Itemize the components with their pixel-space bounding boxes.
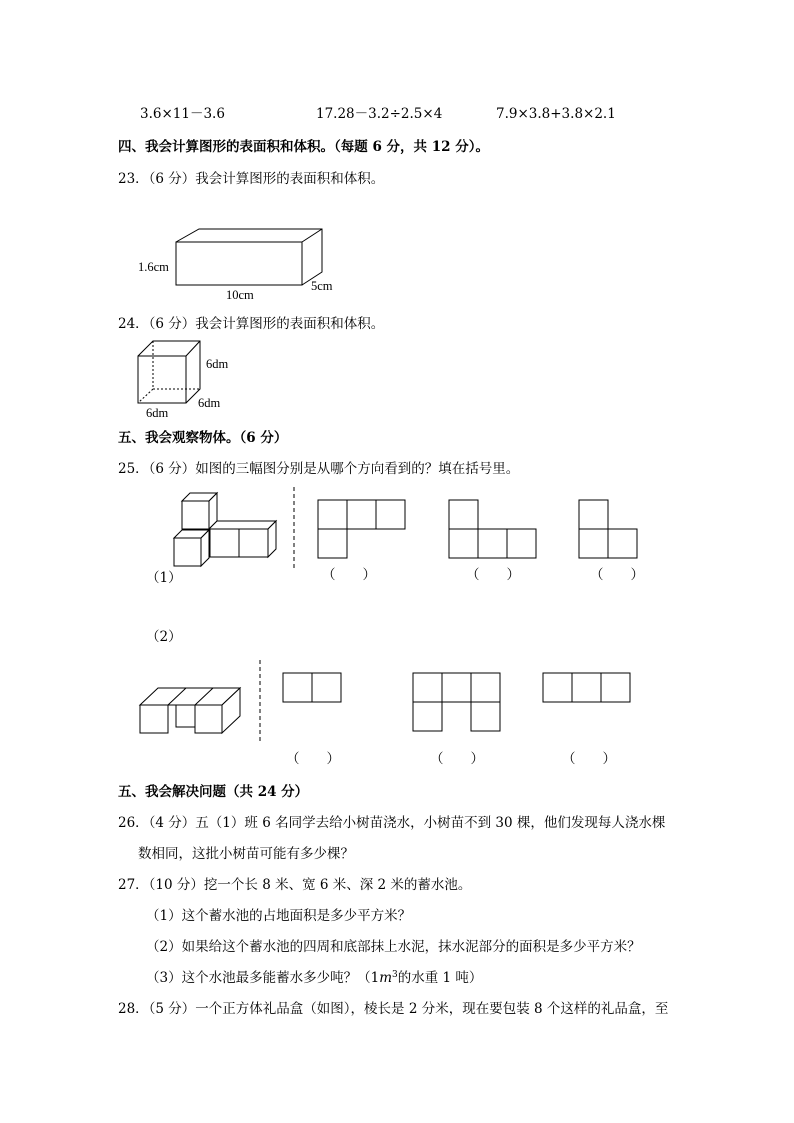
section-5-heading: 五、我会观察物体。（6 分） xyxy=(118,430,288,446)
cuboid-height-label: 1.6cm xyxy=(138,260,169,274)
answer-blank-2a[interactable]: （ ） xyxy=(286,751,340,767)
answer-blank-1b[interactable]: （ ） xyxy=(466,567,520,583)
question-27-sub-1: （1）这个蓄水池的占地面积是多少平方米？ xyxy=(146,908,412,924)
cube-edge-label-bottom: 6dm xyxy=(146,406,169,420)
question-28-text: 28．（5 分）一个正方体礼品盒（如图），棱长是 2 分米，现在要包装 8 个这样的礼品盒，至 xyxy=(118,1001,669,1017)
view-2b xyxy=(413,673,500,731)
view-2c xyxy=(543,673,630,702)
answer-blank-2c[interactable]: （ ） xyxy=(562,751,616,767)
question-23-text: 23．（6 分）我会计算图形的表面积和体积。 xyxy=(118,171,385,187)
expression-1: 3.6×11－3.6 xyxy=(140,106,225,122)
section-6-heading: 五、我会解决问题（共 24 分） xyxy=(118,784,309,800)
question-24-text: 24．（6 分）我会计算图形的表面积和体积。 xyxy=(118,316,385,332)
cuboid-width-label: 5cm xyxy=(311,279,333,293)
cube-edge-label-right: 6dm xyxy=(206,357,229,371)
view-1c xyxy=(579,500,637,558)
answer-blank-2b[interactable]: （ ） xyxy=(430,751,484,767)
question-26-line-2: 数相同，这批小树苗可能有多少棵？ xyxy=(138,846,354,862)
section-4-heading: 四、我会计算图形的表面积和体积。（每题 6 分，共 12 分）。 xyxy=(118,139,489,155)
answer-blank-1a[interactable]: （ ） xyxy=(322,567,376,583)
part-1-label: （1） xyxy=(146,570,182,586)
expression-3: 7.9×3.8+3.8×2.1 xyxy=(496,106,616,122)
question-26-line-1: 26．（4 分）五（1）班 6 名同学去给小树苗浇水，小树苗不到 30 棵，他们发现每人浇水棵 xyxy=(118,815,666,831)
question-27-sub-3: （3）这个水池最多能蓄水多少吨？（$1m^3$的水重 1 吨） xyxy=(146,970,483,986)
answer-blank-1c[interactable]: （ ） xyxy=(590,567,644,583)
question-27-text: 27．（10 分）挖一个长 8 米、宽 6 米、深 2 米的蓄水池。 xyxy=(118,877,472,893)
view-1b xyxy=(449,500,536,558)
part-2-label: （2） xyxy=(146,629,182,645)
question-27-sub-2: （2）如果给这个蓄水池的四周和底部抹上水泥，抹水泥部分的面积是多少平方米？ xyxy=(146,939,641,955)
cuboid-length-label: 10cm xyxy=(226,288,254,302)
cube-stack-1 xyxy=(174,493,276,566)
question-25-text: 25．（6 分）如图的三幅图分别是从哪个方向看到的？填在括号里。 xyxy=(118,461,520,477)
cube-stack-2 xyxy=(140,688,240,733)
cube-edge-label-depth: 6dm xyxy=(198,396,221,410)
expression-2: 17.28－3.2÷2.5×4 xyxy=(316,106,443,122)
view-2a xyxy=(283,673,341,702)
view-1a xyxy=(318,500,405,558)
